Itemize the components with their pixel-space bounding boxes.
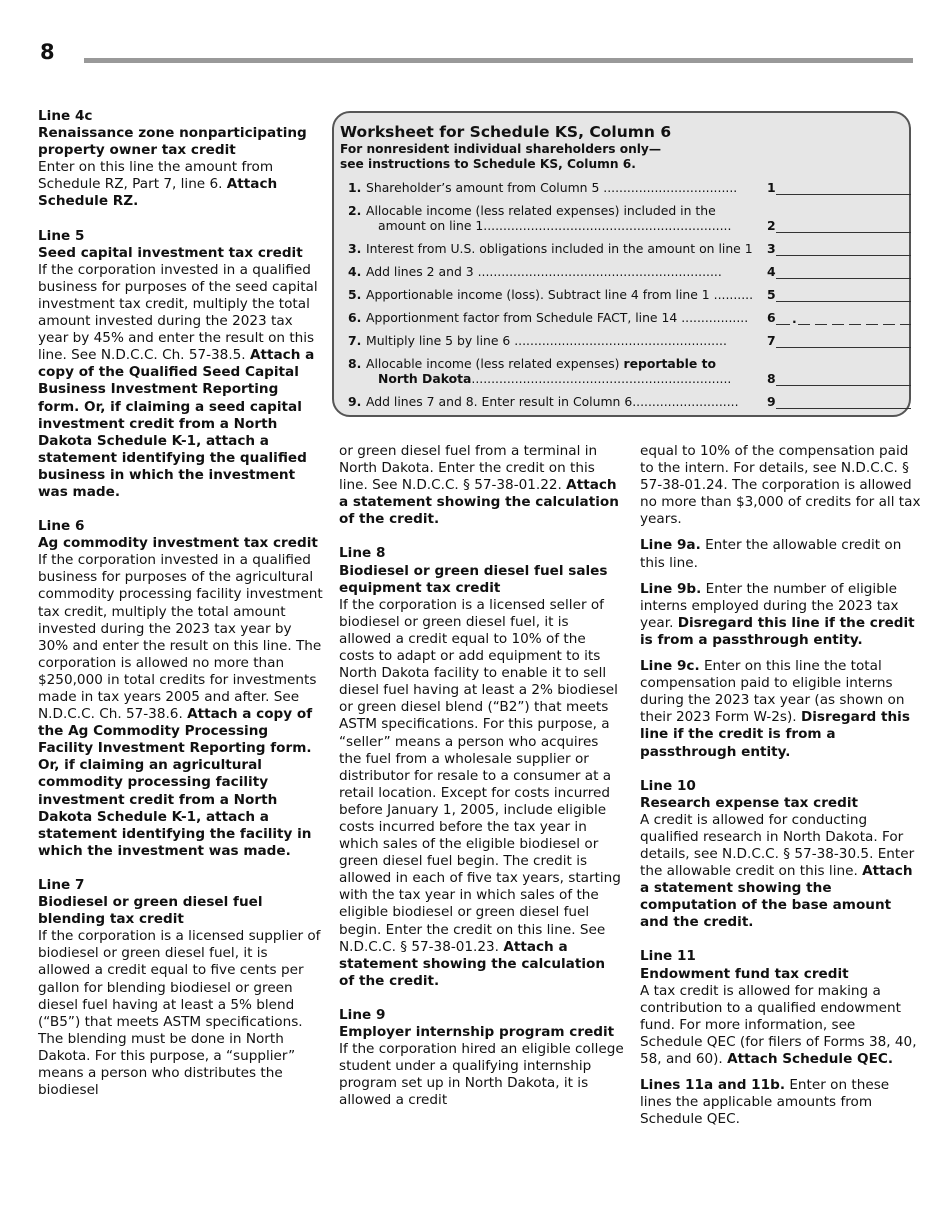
line-6-decimal-entry-field[interactable]: . [776,313,911,325]
line-9-entry-field[interactable] [776,396,911,409]
worksheet-subtitle-2: see instructions to Schedule KS, Column 6. [340,157,636,171]
line-3-entry-field[interactable] [776,243,911,256]
line-9-body: If the corporation hired an eligible college student under a qualifying internship program set up in North Dakota, it is allowed a credit [339,1041,624,1109]
worksheet-line-1: 1. Shareholder’s amount from Column 5 .................................. 1 [340,180,909,195]
line-6-heading: Line 6 [38,518,85,535]
line-10-body: A credit is allowed for conducting qualified research in North Dakota. For details, see N.D.C.C. § 57-38-30.5. Enter the allowable credit on this line. Attach a statement showing the computation of the base amount and the credit. [640,811,915,931]
line-7-body: If the corporation is a licensed supplier of biodiesel or green diesel fuel, it is allowed a credit equal to five cents per gallon for blending biodiesel or green diesel fuel having at least a 5% blend (“B5”) that meets ASTM specifications. The blending must be done in North Dakota. For this purpose, a “supplier” means a person who distributes the biodiesel [38,928,321,1099]
line-9-title: Employer internship program credit [339,1024,615,1040]
line-2-entry-field[interactable] [776,220,911,233]
worksheet-title: Worksheet for Schedule KS, Column 6 [340,123,672,141]
line-5-heading: Line 5 [38,227,85,244]
worksheet-line-7: 7. Multiply line 5 by line 6 ...................................................... 7 [340,333,909,348]
column-1 [38,108,323,1099]
line-9a-body: Line 9a. Enter the allowable credit on this line. [640,537,902,571]
line-5-entry-field[interactable] [776,289,911,302]
line-9c-body: Line 9c. Enter on this line the total compensation paid to eligible interns during the 2023 tax year (as shown on their 2023 Form W-2s). Disregard this line if the credit is from a passthrough entity. [640,658,910,760]
line-11-heading: Line 11 [640,948,696,965]
worksheet-line-8: 8. Allocable income (less related expenses) reportable to North Dakota.................................................................. 8 [340,356,909,386]
line-4-entry-field[interactable] [776,266,911,279]
line-8-heading: Line 8 [339,545,386,562]
line-5-title: Seed capital investment tax credit [38,244,303,261]
line-4c-title: Renaissance zone nonparticipating property owner tax credit [38,125,307,159]
line-10-heading: Line 10 [640,777,696,794]
page-number: 8 [40,40,55,64]
line-4c-heading: Line 4c [38,108,93,124]
worksheet-schedule-ks [332,111,911,417]
line-9-heading: Line 9 [339,1006,386,1023]
worksheet-line-6: 6. Apportionment factor from Schedule FACT, line 14 ................. 6 . [340,310,909,325]
worksheet-line-4: 4. Add lines 2 and 3 .............................................................. 4 [340,264,909,279]
line-9b-body: Line 9b. Enter the number of eligible interns employed during the 2023 tax year. Disregard this line if the credit is from a passthrough entity. [640,580,915,648]
line-6-body: If the corporation invested in a qualified business for purposes of the agricultural commodity processing facility investment tax credit, multiply the total amount invested during the 2023 tax year by 30% and enter the result on this line. The corporation is allowed no more than $250,000 in total credits for investments made in tax years 2005 and after. See N.D.C.C. Ch. 57-38.6. Attach a copy of the Ag Commodity Processing Facility Investment Reporting form. Or, if claiming an agricultural commodity processing facility investment credit from a North Dakota Schedule K-1, attach a statement identifying the facility in which the investment was made. [38,552,323,859]
line-10-title: Research expense tax credit [640,794,859,811]
line-4c-body: Enter on this line the amount from Schedule RZ, Part 7, line 6. Attach Schedule RZ. [38,159,278,210]
line-11ab-body: Lines 11a and 11b. Enter on these lines the applicable amounts from Schedule QEC. [640,1077,890,1128]
line-9-continued: equal to 10% of the compensation paid to the intern. For details, see N.D.C.C. § 57-38-01.24. The corporation is allowed no more than $3,000 of credits for all tax years. [640,443,921,528]
line-7-title: Biodiesel or green diesel fuel blending tax credit [38,894,263,928]
worksheet-line-5: 5. Apportionable income (loss). Subtract line 4 from line 1 .......... 5 [340,287,909,302]
worksheet-line-3: 3. Interest from U.S. obligations included in the amount on line 1 3 [340,241,909,256]
worksheet-line-2: 2. Allocable income (less related expenses) included in the amount on line 1............................................................... 2 [340,203,909,233]
worksheet-subtitle-1: For nonresident individual shareholders only— [340,142,662,156]
line-8-title: Biodiesel or green diesel fuel sales equipment tax credit [339,562,608,596]
line-5-body: If the corporation invested in a qualified business for purposes of the seed capital investment tax credit, multiply the total amount invested during the 2023 tax year by 45% and enter the result on this line. See N.D.C.C. Ch. 57-38.5. Attach a copy of the Qualified Seed Capital Business Investment Reporting form. Or, if claiming a seed capital investment credit from a North Dakota Schedule K-1, attach a statement identifying the qualified business in which the investment was made. [38,261,318,500]
column-2 [339,443,624,1109]
worksheet-line-9: 9. Add lines 7 and 8. Enter result in Column 6........................... 9 [340,394,909,409]
line-7-continued: or green diesel fuel from a terminal in North Dakota. Enter the credit on this line. See N.D.C.C. § 57-38-01.22. Attach a statement showing the calculation of the credit. [339,443,619,528]
line-11-title: Endowment fund tax credit [640,965,849,982]
line-8-body: If the corporation is a licensed seller of biodiesel or green diesel fuel, it is allowed a credit equal to 10% of the costs to adapt or add equipment to its North Dakota facility to enable it to sell diesel fuel having at least a 2% biodiesel or green diesel blend (“B2”) that meets ASTM specifications. For this purpose, a “seller” means a person who acquires the fuel from a wholesale supplier or distributor for resale to a consumer at a retail location. Except for costs incurred before January 1, 2005, include eligible costs incurred before the tax year in which sales of the eligible biodiesel or green diesel fuel begin. The credit is allowed in each of five tax years, starting with the tax year in which sales of the eligible biodiesel or green diesel fuel begin. Enter the credit on this line. See N.D.C.C. § 57-38-01.23. Attach a statement showing the calculation of the credit. [339,596,621,989]
line-6-title: Ag commodity investment tax credit [38,535,318,552]
column-3 [640,443,922,1128]
header-rule [84,58,913,63]
line-7-entry-field[interactable] [776,335,911,348]
line-7-heading: Line 7 [38,876,85,893]
line-1-entry-field[interactable] [776,182,911,195]
line-11-body: A tax credit is allowed for making a contribution to a qualified endowment fund. For more information, see Schedule QEC (for filers of Forms 38, 40, 58, and 60). Attach Schedule QEC. [640,982,917,1067]
line-8-entry-field[interactable] [776,373,911,386]
